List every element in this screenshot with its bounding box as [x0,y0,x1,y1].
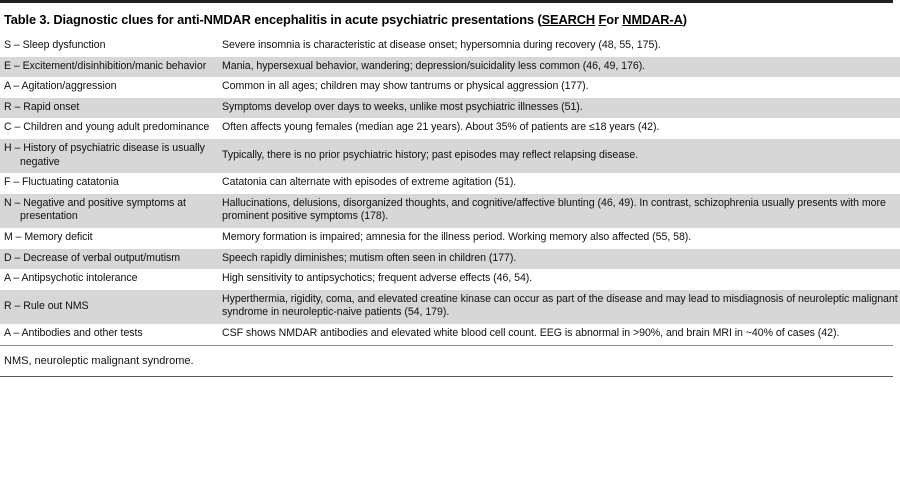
clue-cell [0,290,218,324]
table-row [0,324,900,345]
table-row [0,139,900,173]
clue-cell [0,77,218,98]
caption-suffix: ) [682,12,687,27]
description-cell: Symptoms develop over days to weeks, unlike most psychiatric illnesses (51). [222,100,583,113]
clue-cell [0,36,218,57]
clue-cell [0,249,218,270]
description-cell: Memory formation is impaired; amnesia for the illness period. Working memory also affected (55, 58). [222,230,692,243]
description-cell: Hallucinations, delusions, disorganized thoughts, and cognitive/affective blunting (46, 49). In contrast, schizophrenia usually presents with more prominent positive symptoms (178). [222,196,886,223]
clue-label: E – Excitement/disinhibition/manic behavior [4,59,207,72]
clue-cell [0,194,218,228]
table-row [0,36,900,57]
clue-cell [0,139,218,173]
clue-label: A – Antibodies and other tests [4,326,143,339]
caption-mid-2: or [606,12,623,27]
clue-label: S – Sleep dysfunction [4,39,106,51]
description-cell: Common in all ages; children may show tantrums or physical aggression (177). [222,80,589,93]
clue-cell [0,173,218,194]
clue-cell [0,98,218,119]
clue-cell [0,228,218,249]
clue-label: R – Rapid onset [4,100,80,113]
description-cell: Hyperthermia, rigidity, coma, and elevated creatine kinase can occur as part of the disease and may lead to misdiagnosis of neuroleptic malignant syndrome in neuroleptic-naive patients (54, 179). [222,292,898,319]
footnote-bottom-rule [0,376,893,377]
table-row [0,228,900,249]
clue-label: H – History of psychiatric disease is usually negative [4,141,205,168]
table-row [0,118,900,139]
diagnostic-clues-table [0,36,900,345]
clue-cell [0,269,218,290]
table-row [0,77,900,98]
table-row [0,57,900,78]
caption-prefix: Table 3. Diagnostic clues for anti-NMDAR encephalitis in acute psychiatric presentations ( [4,12,542,27]
clue-label: A – Agitation/aggression [4,80,117,93]
table-row [0,173,900,194]
table-row [0,98,900,119]
description-cell: High sensitivity to antipsychotics; frequent adverse effects (46, 54). [222,272,533,285]
clue-label: A – Antipsychotic intolerance [4,272,138,285]
clue-label: F – Fluctuating catatonia [4,176,119,189]
clue-label: C – Children and young adult predominance [4,121,210,134]
clue-cell [0,57,218,78]
clue-cell [0,118,218,139]
description-cell: Typically, there is no prior psychiatric history; past episodes may reflect relapsing disease. [222,148,639,161]
table-body [0,36,900,345]
table-caption [0,3,893,36]
clue-label: M – Memory deficit [4,230,93,243]
table-row [0,290,900,324]
clue-label: N – Negative and positive symptoms at presentation [4,196,186,223]
description-cell: Catatonia can alternate with episodes of extreme agitation (51). [222,176,517,189]
description-cell: Severe insomnia is characteristic at disease onset; hypersomnia during recovery (48, 55, 175). [222,39,661,51]
clue-label: D – Decrease of verbal output/mutism [4,251,181,264]
description-cell: Often affects young females (median age 21 years). About 35% of patients are ≤18 years (42). [222,121,660,134]
clue-cell [0,324,218,345]
table-row [0,269,900,290]
description-cell: Speech rapidly diminishes; mutism often seen in children (177). [222,251,517,264]
caption-acronym-f: F [598,12,607,27]
caption-acronym-search: SEARCH [541,12,596,27]
clue-label: R – Rule out NMS [4,299,89,312]
description-cell: CSF shows NMDAR antibodies and elevated white blood cell count. EEG is abnormal in >90%, and brain MRI in ~40% of cases (42). [222,326,840,339]
description-cell: Mania, hypersexual behavior, wandering; depression/suicidality less common (46, 49, 176). [222,59,646,72]
table-row [0,194,900,228]
table-row [0,249,900,270]
table-footnote: NMS, neuroleptic malignant syndrome. [0,346,893,376]
caption-acronym-nmdar-a: NMDAR-A [622,12,683,27]
